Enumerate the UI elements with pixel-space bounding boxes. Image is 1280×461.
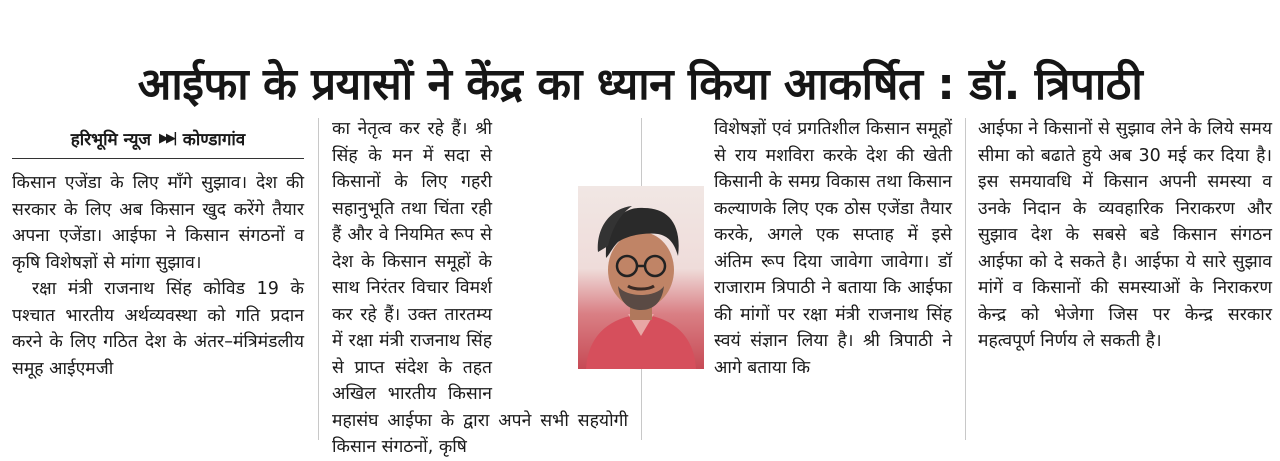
paragraph: आईफा ने किसानों से सुझाव लेने के लिये समय सीमा को बढाते हुये अब 30 मई कर दिया है। इस समयावधि में किसान अपनी समस्या व उनके निदान के व्यवहारिक निराकरण और सुझाव देश के सबसे बडे किसान संगठन आईफा को दे सकते है। आईफा ये सारे सुझाव मांगें व किसानों की समस्याओं के निराकरण केन्द्र को भेजेगा जिस पर केन्द्र सरकार महत्वपूर्ण निर्णय ले सकती है। [978, 119, 1272, 351]
column-divider [318, 118, 319, 440]
paragraph: रक्षा मंत्री राजनाथ सिंह कोविड 19 के पश्चात भारतीय अर्थव्यवस्था को गति प्रदान करने के लिए गठित देश के अंतर–मंत्रिमंडलीय समूह आईएमजी [12, 279, 304, 379]
byline-source: हरिभूमि न्यूज [70, 129, 152, 150]
byline-place: कोण्डागांव [182, 129, 246, 150]
byline [12, 118, 304, 159]
paragraph: का नेतृत्व कर रहे हैं। श्री सिंह के मन में सदा से किसानों के लिए गहरी सहानुभूति तथा चिंता रही हैं और वे नियमित रूप से देश के किसान समूहों के साथ निरंतर विचार विमर्श कर रहे हैं। उक्त तारतम्य में रक्षा मंत्री राजनाथ सिंह से प्राप्त संदेश के तहत अखिल भारतीय किसान महासंघ आईफा के द्वारा अपने सभी सहयोगी किसान संगठनों, कृषि [332, 119, 628, 457]
column-divider [965, 118, 966, 440]
play-arrows-icon: ▶▶| [159, 130, 175, 146]
portrait-photo [578, 186, 704, 369]
article-column-1 [12, 170, 304, 382]
headline: आईफा के प्रयासों ने केंद्र का ध्यान किया आकर्षित : डॉ. त्रिपाठी [137, 59, 1143, 111]
paragraph: किसान एजेंडा के लिए माँगे सुझाव। देश की सरकार के लिए अब किसान खुद करेंगे तैयार अपना एजेंडा। आईफा ने किसान संगठनों व कृषि विशेषज्ञों से मांगा सुझाव। [12, 173, 304, 273]
paragraph: विशेषज्ञों एवं प्रगतिशील किसान समूहों से राय मशविरा करके देश की खेती किसानी के समग्र विकास तथा किसान कल्याणके लिए एक ठोस एजेंडा तैयार करके, अगले एक सप्ताह में इसे अंतिम रूप दिया जावेगा जावेगा। डॉ राजाराम त्रिपाठी ने बताया कि आईफा की मांगों पर रक्षा मंत्री राजनाथ सिंह स्वयं संज्ञान लिया है। श्री त्रिपाठी ने आगे बताया कि [714, 119, 952, 378]
article-column-4 [978, 116, 1272, 355]
